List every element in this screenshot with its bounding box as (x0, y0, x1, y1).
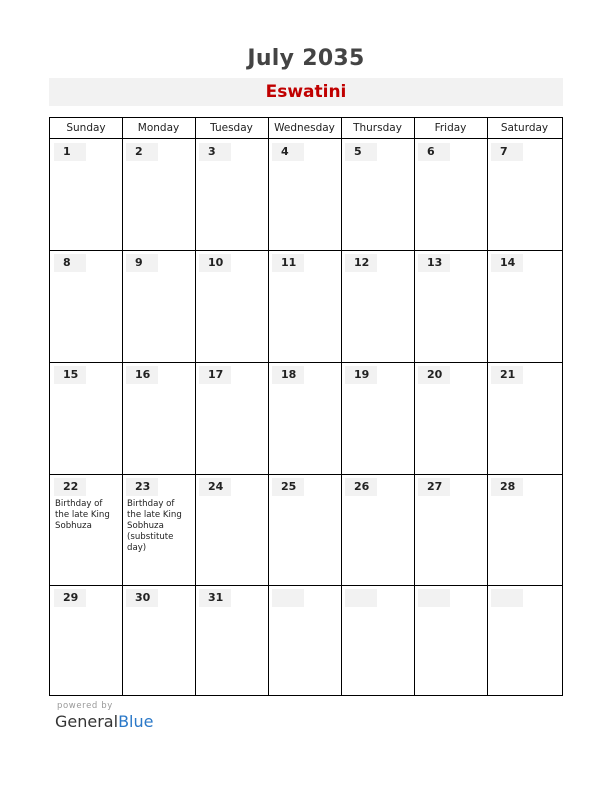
day-cell[interactable] (487, 363, 562, 474)
weekday-thursday: Thursday (353, 122, 402, 134)
brand-blue-text: Blue (118, 712, 154, 731)
day-cell[interactable] (414, 363, 487, 474)
day-number: 20 (418, 366, 450, 384)
day-number: 1 (54, 143, 86, 161)
day-cell[interactable] (195, 586, 268, 695)
day-cell[interactable] (50, 475, 122, 585)
day-cell[interactable] (195, 251, 268, 362)
day-cell[interactable] (195, 475, 268, 585)
day-number: 8 (54, 254, 86, 272)
day-number: 19 (345, 366, 377, 384)
day-cell[interactable] (268, 363, 341, 474)
day-number (345, 589, 377, 607)
day-number: 11 (272, 254, 304, 272)
day-number: 13 (418, 254, 450, 272)
country-name: Eswatini (49, 78, 563, 106)
day-cell[interactable] (122, 251, 195, 362)
day-cell[interactable] (50, 140, 122, 250)
day-number: 31 (199, 589, 231, 607)
day-number: 15 (54, 366, 86, 384)
day-cell[interactable] (487, 586, 562, 695)
day-cell[interactable] (195, 363, 268, 474)
day-number (272, 589, 304, 607)
calendar-grid (49, 117, 563, 696)
day-number: 16 (126, 366, 158, 384)
day-cell[interactable] (487, 140, 562, 250)
day-cell[interactable] (414, 475, 487, 585)
day-number: 7 (491, 143, 523, 161)
day-cell[interactable] (414, 586, 487, 695)
day-cell[interactable] (122, 586, 195, 695)
day-cell[interactable] (122, 475, 195, 585)
day-cell[interactable] (195, 140, 268, 250)
day-cell[interactable] (414, 140, 487, 250)
day-cell[interactable] (487, 475, 562, 585)
day-number: 22 (54, 478, 86, 496)
day-number: 10 (199, 254, 231, 272)
day-number: 29 (54, 589, 86, 607)
weekday-friday: Friday (434, 122, 467, 134)
day-cell[interactable] (487, 251, 562, 362)
day-number: 6 (418, 143, 450, 161)
day-number: 25 (272, 478, 304, 496)
day-cell[interactable] (341, 140, 414, 250)
day-cell[interactable] (341, 475, 414, 585)
day-cell[interactable] (268, 475, 341, 585)
day-number (491, 589, 523, 607)
day-number: 17 (199, 366, 231, 384)
day-number: 18 (272, 366, 304, 384)
day-number: 26 (345, 478, 377, 496)
day-cell[interactable] (341, 251, 414, 362)
weekday-sunday: Sunday (66, 122, 106, 134)
day-number (418, 589, 450, 607)
day-number: 23 (126, 478, 158, 496)
weekday-tuesday: Tuesday (210, 122, 253, 134)
day-cell[interactable] (122, 140, 195, 250)
weekday-monday: Monday (137, 122, 180, 134)
generalblue-logo[interactable] (55, 712, 153, 731)
day-cell[interactable] (341, 586, 414, 695)
day-number: 24 (199, 478, 231, 496)
holiday-event: Birthday of the late King Sobhuza (55, 499, 110, 531)
calendar-title: July 2035 (247, 46, 365, 71)
weekday-header-row (50, 118, 562, 139)
day-cell[interactable] (268, 251, 341, 362)
holiday-event: Birthday of the late King Sobhuza (substitute day) (127, 499, 182, 553)
day-number: 4 (272, 143, 304, 161)
day-cell[interactable] (122, 363, 195, 474)
day-number: 28 (491, 478, 523, 496)
day-number: 9 (126, 254, 158, 272)
day-cell[interactable] (268, 586, 341, 695)
day-cell[interactable] (50, 363, 122, 474)
day-number: 14 (491, 254, 523, 272)
day-number: 2 (126, 143, 158, 161)
brand-general-text: General (55, 712, 119, 731)
day-number: 27 (418, 478, 450, 496)
day-number: 3 (199, 143, 231, 161)
weekday-wednesday: Wednesday (274, 122, 335, 134)
day-cell[interactable] (268, 140, 341, 250)
day-cell[interactable] (341, 363, 414, 474)
day-number: 21 (491, 366, 523, 384)
day-number: 30 (126, 589, 158, 607)
weekday-saturday: Saturday (500, 122, 549, 134)
powered-by-text: powered by (57, 701, 113, 711)
day-cell[interactable] (414, 251, 487, 362)
day-cell[interactable] (50, 251, 122, 362)
day-number: 12 (345, 254, 377, 272)
day-cell[interactable] (50, 586, 122, 695)
day-number: 5 (345, 143, 377, 161)
